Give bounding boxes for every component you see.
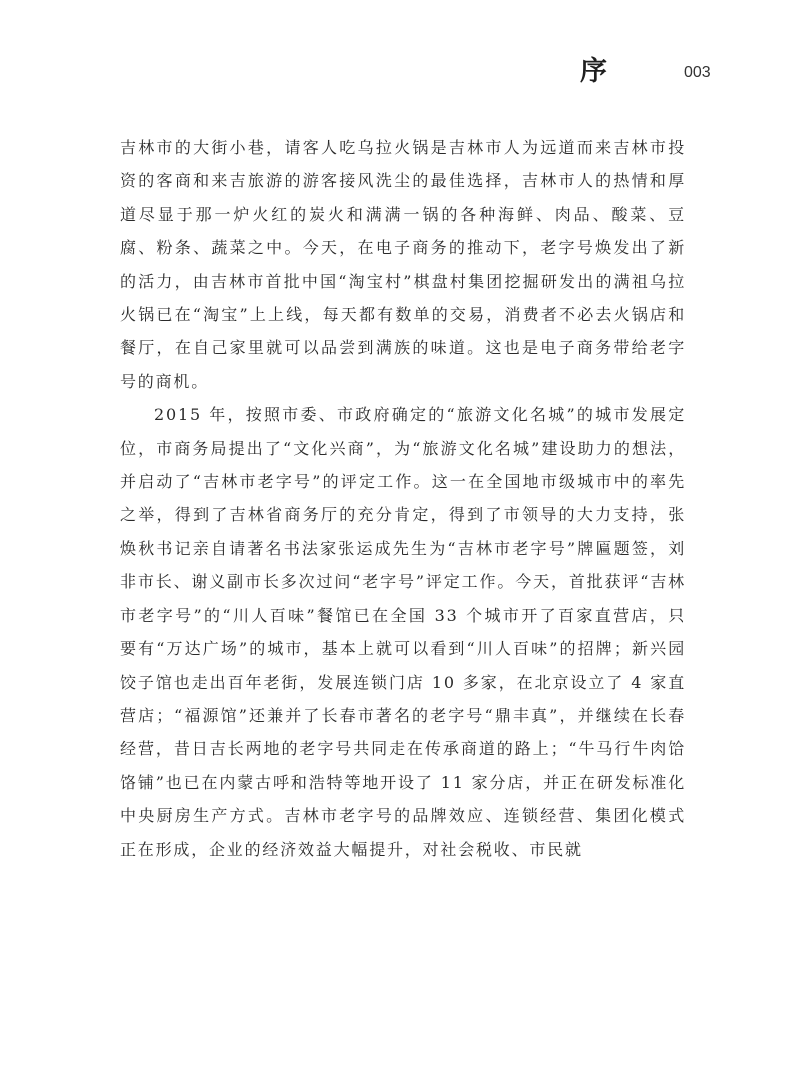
page-number: 003 xyxy=(684,64,711,81)
body-text xyxy=(120,131,686,866)
page-header xyxy=(0,0,803,100)
paragraph-2: 2015 年，按照市委、市政府确定的“旅游文化名城”的城市发展定位，市商务局提出了“文化兴商”，为“旅游文化名城”建设助力的想法，并启动了“吉林市老字号”的评定工作。这一在全国地市级城市中的率先之举，得到了吉林省商务厅的充分肯定，得到了市领导的大力支持，张焕秋书记亲自请著名书法家张运成先生为“吉林市老字号”牌匾题签，刘非市长、谢义副市长多次过问“老字号”评定工作。今天，首批获评“吉林市老字号”的“川人百味”餐馆已在全国 33 个城市开了百家直营店，只要有“万达广场”的城市，基本上就可以看到“川人百味”的招牌；新兴园饺子馆也走出百年老街，发展连锁门店 10 多家，在北京设立了 4 家直营店；“福源馆”还兼并了长春市著名的老字号“鼎丰真”，并继续在长春经营，昔日吉长两地的老字号共同走在传承商道的路上；“牛马行牛肉饸饹铺”也已在内蒙古呼和浩特等地开设了 11 家分店，并正在研发标准化中央厨房生产方式。吉林市老字号的品牌效应、连锁经营、集团化模式正在形成，企业的经济效益大幅提升，对社会税收、市民就 xyxy=(120,405,686,859)
section-title: 序 xyxy=(580,56,607,87)
paragraph-1: 吉林市的大街小巷，请客人吃乌拉火锅是吉林市人为远道而来吉林市投资的客商和来吉旅游的游客接风洗尘的最佳选择，吉林市人的热情和厚道尽显于那一炉火红的炭火和满满一锅的各种海鲜、肉品、酸菜、豆腐、粉条、蔬菜之中。今天，在电子商务的推动下，老字号焕发出了新的活力，由吉林市首批中国“淘宝村”棋盘村集团挖掘研发出的满祖乌拉火锅已在“淘宝”上上线，每天都有数单的交易，消费者不必去火锅店和餐厅，在自己家里就可以品尝到满族的味道。这也是电子商务带给老字号的商机。 xyxy=(120,138,686,391)
